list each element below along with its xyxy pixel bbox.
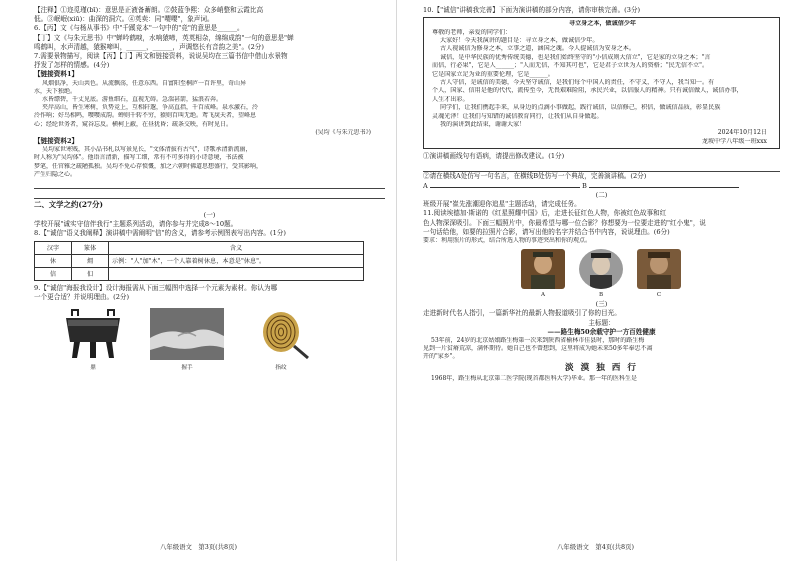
story-line: 见到一片贫瘠荒凉，满怀期待。她自己也不曾想到，这里将成为她未来50多年奉忠不离	[423, 345, 653, 353]
answer-cell[interactable]	[109, 267, 364, 280]
table-row	[35, 254, 364, 267]
page-footer: 八年级语文 第4页(共8页)	[556, 543, 635, 551]
page-footer: 八年级语文 第3页(共8页)	[159, 543, 238, 551]
headline-label: 主标题：	[588, 318, 615, 327]
portrait-photo	[579, 249, 623, 289]
seal-script-glyph: 㐰	[72, 267, 109, 280]
answer-line[interactable]	[34, 189, 385, 199]
speech-line: 古人守信，是诚信的美德，今天坚守诚信，是我们每个中国人的责任，不守义，不守人，我当知一。有	[440, 79, 715, 87]
right-page	[397, 0, 794, 561]
question-line: 9.【"诚信"海报我设计】设计海报需从下面三幅图中选择一个元素为素材。你认为哪	[34, 283, 278, 292]
speech-draft-box	[423, 17, 780, 149]
question-11	[423, 209, 780, 245]
passage-line: 梦笔，任官雅之疏陋孤独。吴均不免心存愤慨，加之六朝时佛道思想盛行，受其影响，	[34, 162, 263, 170]
speech-line: 它是国家立足为业的重要伦理，它是______。	[432, 70, 554, 78]
speech-signer: 龙坡中学八年级一班xxx	[701, 137, 767, 145]
portrait-photo	[637, 249, 681, 289]
image-caption: 指纹	[275, 365, 287, 372]
table-header: 含义	[109, 241, 364, 254]
question-requirement: 要求：利用照片的形式，结合所选人物的事迹突出和你的观点。	[423, 236, 592, 244]
question-10-part-2: ②请在横线A处仿写一句名言，在横线B处仿写一个典故，完善演讲稿。(2分)	[423, 171, 647, 180]
label-b: B	[581, 181, 587, 190]
part-marker: (一)	[203, 211, 216, 220]
speech-line: 人生才出彩。	[432, 95, 469, 103]
passage-line: 吴均家世寒贱，其小品书札以写景见长，"文体清拔有古气"，诗歌承清新流丽，	[42, 146, 252, 154]
annotation-line: 低。③岷岷(xiū)：曲深的洞穴。④英卖：同"嘤嘤"，象声词。	[34, 15, 214, 24]
speech-title: 寻立身之本，做诚信少年	[568, 20, 637, 28]
question-line: 11.阅读埃德加·斯诺的《红星照耀中国》后，走进长征红色人物，你被红色故事和红	[423, 209, 667, 218]
portrait-label: B	[598, 292, 604, 299]
image-caption: 鼎	[90, 365, 96, 372]
story-line: 1968年，路生梅从北京第二医学院(现首都医科大学)毕业。那一年的医科生是	[431, 374, 637, 382]
answer-line[interactable]	[34, 179, 385, 189]
annotation-block	[34, 6, 385, 24]
question-line: 6.【丙】文《与杨从事书》中"千蹊竞本"一句中的"竞"的意思是______。	[34, 24, 244, 33]
passage-line: 水，天下独绝。	[34, 87, 77, 95]
question-9	[34, 284, 385, 302]
part-marker: (三)	[595, 300, 608, 309]
table-cell-char: 休	[35, 254, 72, 267]
table-cell-char: 信	[35, 267, 72, 280]
speech-line: 尊敬的老师，亲爱的同学们：	[432, 28, 512, 36]
part-intro: 学校开展"诚实守信伴我行"主题系列活动，请你参与并完成8～10题。	[34, 220, 238, 229]
answer-blank-a[interactable]	[430, 181, 580, 188]
speech-line: 同学们，让我们携起手来，从身边的点滴小事做起，践行诚信，以信修己，积信，做诚信品质，彰显民族	[440, 104, 721, 112]
image-option	[58, 308, 128, 371]
story-line: 53年前，24岁的北京姑娘路生梅第一次来到陕西省榆林市佳县时，那时的路生梅	[431, 336, 645, 344]
question-line: 抒发了怎样的情感。(4分)	[34, 61, 110, 70]
speech-line: 古人视诚信为修身之本，立事之道，涵国之魂。今人提诚信为安身之本。	[440, 45, 635, 53]
image-option	[246, 308, 316, 371]
passage-source: (吴均《与朱元思书》)	[315, 128, 371, 136]
portrait-option[interactable]	[637, 249, 681, 298]
table-header-row	[35, 241, 364, 254]
portrait-option[interactable]	[579, 249, 623, 298]
fingerprint-icon	[246, 308, 316, 360]
passage-line: 水皆缥碧，千丈见底。游鱼细石，直视无碍。急湍甚箭，猛浪若奔。	[42, 96, 223, 104]
ding-vessel-icon	[58, 308, 128, 360]
speech-line: 个人，国家、信用是他的代代，流传至今，无畏艰难险阻，承民兴业，以信服人的精神。只有诚信做人，诚信办事，	[432, 87, 743, 95]
part-intro: 走进新时代名人指引，一篇新华社的最新人物报道吸引了你的目光。	[423, 309, 621, 318]
portrait-label: A	[540, 292, 546, 299]
story-line: 开的"家乡"。	[423, 353, 459, 361]
portrait-label: C	[656, 292, 662, 299]
seal-script-glyph: 㶲	[72, 254, 109, 267]
portrait-row	[423, 249, 780, 298]
passage-line: 风烟俱净，天山共色。从流飘荡，任意东西。自富阳至桐庐一百许里，奇山异	[42, 79, 247, 87]
headline-subtitle: ——路生梅50余载守护一方百姓健康	[547, 327, 656, 336]
speech-line: 灵魂光泽！让我们与知错的诚信教育同行，让我们从自身做起。	[432, 112, 603, 120]
label-a: A	[423, 181, 428, 190]
table-row	[35, 267, 364, 280]
passage-line: 夹岸高山，皆生寒树，负势竞上，互相轩邈，争高直指，千百成峰。泉水激石，泠	[42, 104, 259, 112]
link-material-title: 【链接资料2】	[34, 137, 79, 146]
question-line: 7.需要景物描写，阅读【丙】【丁】两文和链接资料，说说吴均在三篇书信中借山水景物	[34, 52, 288, 61]
part-marker: (二)	[595, 190, 608, 199]
table-header: 汉字	[35, 241, 72, 254]
passage-line: 时人称为"吴均体"。他语言清新，描写工细，常有不可多得的小诗意境，书法被	[34, 154, 244, 162]
handshake-icon	[150, 308, 224, 360]
speech-line: 诚信，是中华民族的优秀传统美德，也是我们始终坚守的"小信成则大信立"，它是家的立身之本；"言	[440, 53, 711, 61]
question-7	[34, 52, 385, 70]
question-10-part-1: ①演讲稿画线句有语病，请提出修改建议。(1分)	[423, 152, 565, 161]
image-caption: 握手	[181, 365, 193, 372]
passage-line: 心；经纶世务者，窥谷忘反。横柯上蔽，在昼犹昏；疏条交映，有时见日。	[34, 120, 233, 128]
question-line: 鸣鹤叫，水声清越，猿猴啼叫，______，______，声调悠长有音韵之美"。(2分)	[34, 42, 264, 51]
question-line: 色人物深深吸引。下面三幅照片中，你最希望与哪一位合影？你想要为一位要走进的"红小鬼"，说	[423, 218, 707, 227]
question-line: 一句话给他，如要的拉照片合影，请写出他的名字并结合书中内容，说说理由。(6分)	[423, 227, 670, 236]
speech-line: 我的演讲到此结束，谢谢大家！	[440, 121, 526, 129]
image-option	[150, 308, 224, 371]
speech-line: 而信，行必果"，它是人______；"人而无信，不知其可也"，它是君子立世为人的资格；"民无信不立"。	[432, 62, 709, 70]
answer-blank-b[interactable]	[589, 181, 739, 188]
answer-ab-row	[423, 181, 780, 191]
passage-line: 泠作响；好鸟相鸣，嘤嘤成韵。蝉则千转不穷，猿则百叫无绝。鸢飞戾天者，望峰息	[34, 112, 257, 120]
annotation-line: 【注释】①迩觅瑾(bī)：意思是正液备蓄朗。②鼓蓝争熙：众多峭整和云霞比高	[34, 6, 264, 14]
portrait-option[interactable]	[521, 249, 565, 298]
passage-line: 产生归隐之心。	[34, 170, 77, 178]
link-material-title: 【链接资料1】	[34, 70, 79, 79]
link-material-1	[34, 70, 385, 137]
answer-line[interactable]	[423, 162, 780, 172]
question-10: 10.【"诚信"讲稿我完善】下面为演讲稿的部分内容，请你审核完善。(3分)	[423, 6, 641, 14]
section-title: 二、文学之约(27分)	[34, 200, 104, 210]
poster-image-row	[34, 308, 385, 371]
question-8: 8.【"诚信"语义我阐释】演讲稿中需阐明"信"的含义，请参考示例图表写出内容。(1分)	[34, 229, 286, 238]
speech-line: 大家好！今天我演讲的题目是：寻立身之本，做诚信少年。	[440, 37, 599, 45]
portrait-photo	[521, 249, 565, 289]
question-6	[34, 24, 385, 52]
hanzi-table	[34, 241, 364, 281]
question-line: 一个更合适？并说明理由。(2分)	[34, 292, 130, 301]
question-line: 【丁】文《与朱元思书》中"蝉吟鹤唳，水响猿啼，英英相杂，绵绵成韵"一句的意思是"蝉	[34, 33, 294, 42]
part-intro: 班级开展"崔先涨潮迎你追星"主题活动，请完成任务。	[423, 200, 581, 209]
speech-date: 2024年10月12日	[717, 129, 767, 137]
table-header: 篆体	[72, 241, 109, 254]
story-heading: 淡 漠 独 西 行	[565, 362, 638, 373]
link-material-2	[34, 137, 385, 179]
table-cell-meaning: 示例："人"加"木"，一个人靠着树休息，本意是"休息"。	[109, 254, 364, 267]
